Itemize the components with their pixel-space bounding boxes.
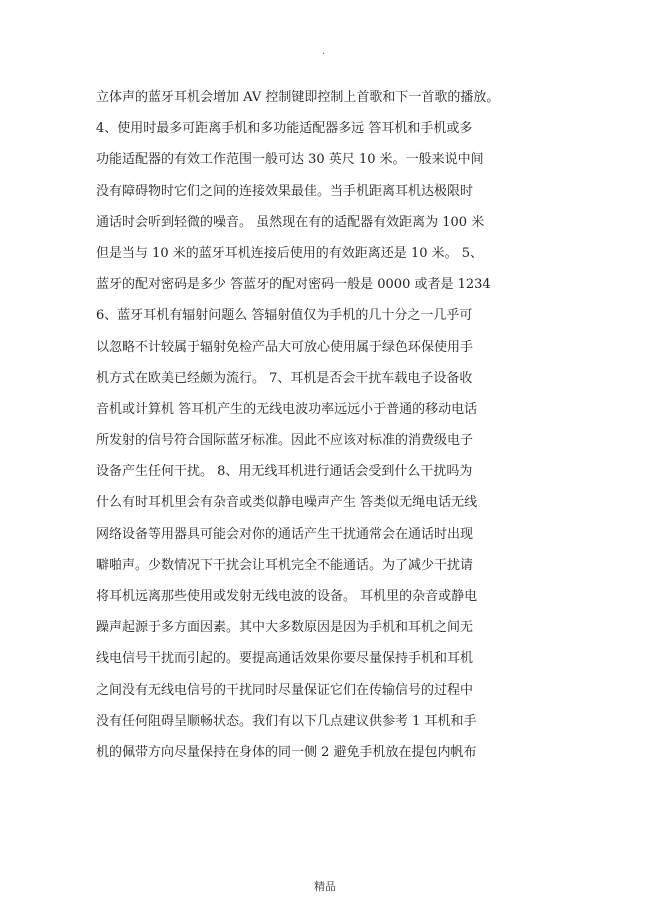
text-line: 线电信号干扰而引起的。要提高通话效果你要尽量保持手机和耳机 (96, 651, 474, 667)
page-footer: 精品 (314, 880, 336, 893)
text-line: 所发射的信号符合国际蓝牙标准。因此不应该对标准的消费级电子 (96, 433, 474, 449)
text-line: 功能适配器的有效工作范围一般可达 30 英尺 10 米。一般来说中间 (96, 152, 484, 168)
text-line: 噼啪声。少数情况下干扰会让耳机完全不能通话。为了减少干扰请 (96, 557, 474, 573)
text-line: 4、使用时最多可距离手机和多功能适配器多远 答耳机和手机或多 (96, 121, 473, 137)
text-line: 没有任何阻碍呈顺畅状态。我们有以下几点建议供参考 1 耳机和手 (96, 713, 477, 729)
text-line: 没有障碍物时它们之间的连接效果最佳。当手机距离耳机达极限时 (96, 183, 474, 199)
text-line: 之间没有无线电信号的干扰同时尽量保证它们在传输信号的过程中 (96, 682, 474, 698)
text-line: 但是当与 10 米的蓝牙耳机连接后使用的有效距离还是 10 米。 5、 (96, 245, 484, 261)
text-line: 设备产生任何干扰。 8、用无线耳机进行通话会受到什么干扰吗为 (96, 464, 473, 480)
text-line: 什么有时耳机里会有杂音或类似静电噪声产生 答类似无绳电话无线 (96, 495, 478, 511)
text-line: 立体声的蓝牙耳机会增加 AV 控制键即控制上首歌和下一首歌的播放。 (96, 90, 500, 105)
text-line: 蓝牙的配对密码是多少 答蓝牙的配对密码一般是 0000 或者是 1234 (96, 277, 491, 293)
text-line: 音机或计算机 答耳机产生的无线电波功率远远小于普通的移动电话 (96, 401, 478, 417)
text-line: 躁声起源于多方面因素。其中大多数原因是因为手机和耳机之间无 (96, 620, 474, 636)
text-line: 6、蓝牙耳机有辐射问题么 答辐射值仅为手机的几十分之一几乎可 (96, 308, 473, 324)
text-line: 网络设备等用器具可能会对你的通话产生干扰通常会在通话时出现 (96, 526, 474, 542)
text-line: 机的佩带方向尽量保持在身体的同一侧 2 避免手机放在提包内帆布 (96, 744, 477, 760)
header-mark: . (322, 46, 326, 57)
text-line: 通话时会听到轻微的噪音。 虽然现在有的适配器有效距离为 100 米 (96, 214, 485, 230)
text-line: 将耳机远离那些使用或发射无线电波的设备。 耳机里的杂音或静电 (96, 589, 478, 604)
text-line: 以忽略不计较属于辐射免检产品大可放心使用属于绿色环保使用手 (96, 339, 474, 355)
body-text (96, 82, 566, 768)
text-line: 机方式在欧美已经颇为流行。 7、耳机是否会干扰车载电子设备收 (96, 370, 473, 386)
